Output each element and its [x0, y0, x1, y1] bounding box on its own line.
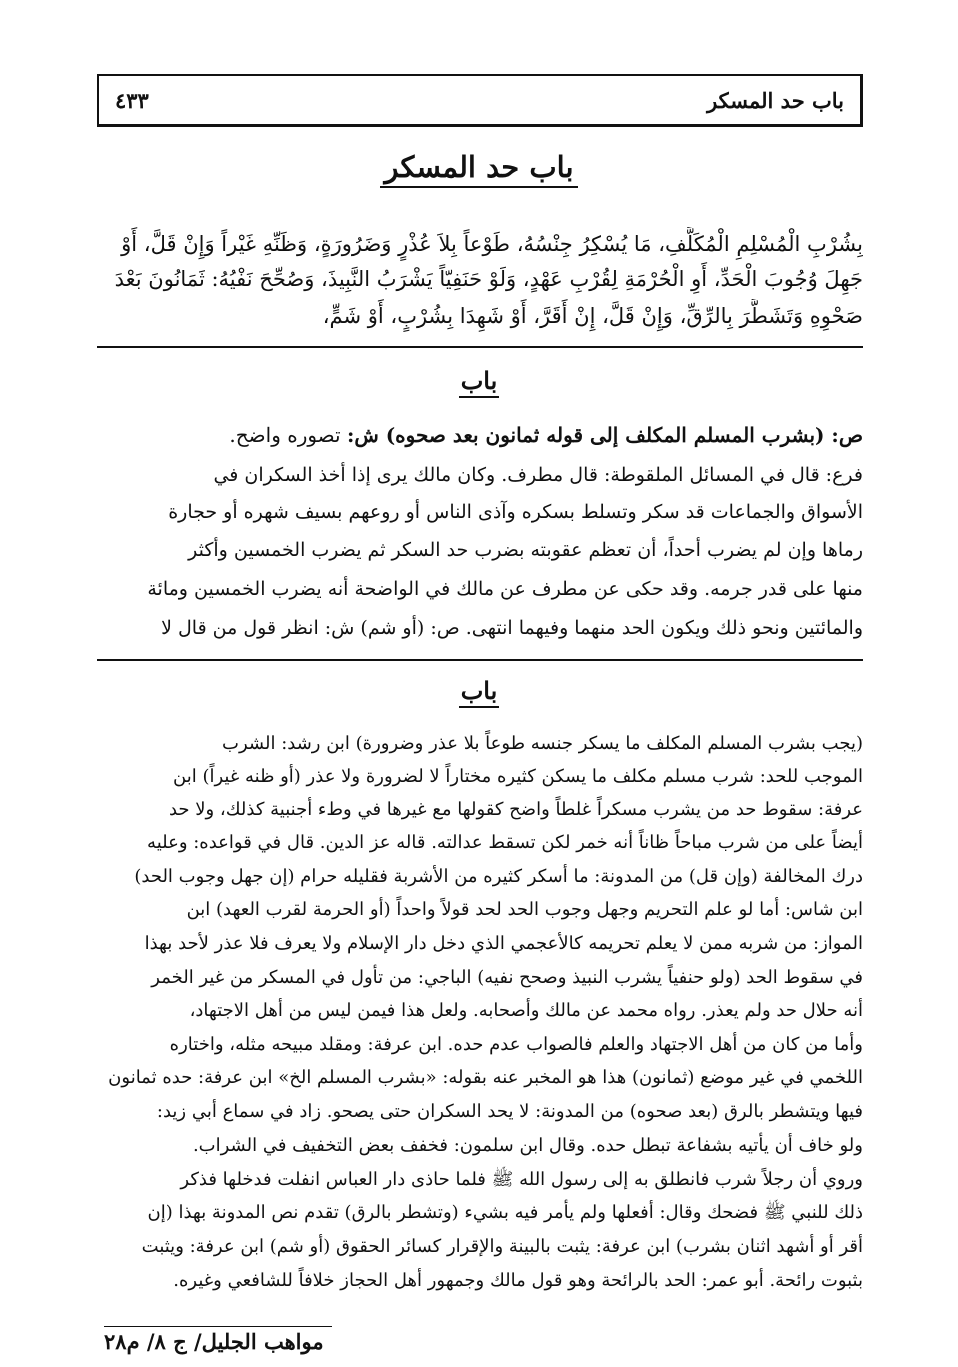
commentary-line: المواز: من شربه ممن لا يعلم تحريمه كالأعجمي الذي دخل دار الإسلام ولا يعرف فلا عذر لأحد بهذا [144, 933, 863, 954]
commentary-line: الموجب للحد: شرب مسلم مكلف ما يسكن كثيره مختاراً لا لضرورة ولا عذر (أو ظنه غيراً) ابن [173, 766, 863, 787]
chapter-title-text: باب حد المسكر [380, 150, 577, 188]
commentary-line-text: الأسواق والجماعات قد سكر وتسلط بسكره وآذى الناس أو روعهم بسيف شهره أو حجارة [168, 501, 863, 523]
chapter-title [0, 150, 958, 184]
running-header-title: باب حد المسكر [707, 88, 844, 113]
commentary-line [97, 420, 863, 450]
commentary-line-text: تصوره واضح. [229, 423, 347, 447]
commentary-line: (يجب بشرب المسلم المكلف ما يسكر جنسه طوعاً بلا عذر وضرورة) ابن رشد: الشرب [222, 733, 863, 754]
commentary-line-text: منها على قدر جرمه. وقد حكى عن مطرف عن مالك في الواضحة أنه يضرب الخمسين ومائة [147, 578, 863, 600]
page-number: ٤٣٣ [115, 88, 149, 113]
commentary-line [97, 460, 863, 490]
commentary-line-bold: ص: (بشرب المسلم المكلف إلى قوله ثمانون بعد صحوه) ش: [346, 423, 863, 447]
section-title [0, 676, 958, 705]
commentary-line: درك المخالفة (وإن قل) من المدونة: ما أسكر كثيره من الأشربة فقليله حرام (إن جهل وجوب الحد) [134, 866, 863, 887]
section-divider [97, 659, 863, 661]
commentary-line: أنه حلال حد ولم يعذر. رواه محمد عن مالك وأصحابه. ولعل هذا فيمن ليس من أهل الاجتهاد، [189, 1000, 863, 1021]
commentary-line: بثبوت رائحة. أبو عمر: الحد بالرائحة وهو قول مالك وجمهور أهل الحجاز خلافاً للشافعي وغيره. [173, 1270, 863, 1291]
commentary-line: عرفة: سقوط حد من يشرب مسكراً غلطاً واضح كقولها مع غيرها في وطء أجنبية كذلك، ولا حد [168, 799, 863, 820]
commentary-line-text: رماها وإن لم يضرب أحداً، أن تعظم عقوبته بضرب حد السكر ثم يضرب الخمسين وأكثر [188, 539, 863, 561]
commentary-line: في سقوط الحد (ولو حنفياً يشرب النبيذ وصحح نفيه) الباجي: من تأول في المسكر من غير الخمر [151, 967, 863, 988]
commentary-line [97, 574, 863, 604]
matn-line: صَحْوِهِ وَتَشَطَّرَ بِالرِّقِّ، وَإِنْ قَلَّ، إِنْ أَقَرَّ، أَوْ شَهِدَا بِشُرْبٍ، أَوْ شَمٍّ، [322, 304, 863, 328]
section-title-text: باب [459, 366, 500, 398]
commentary-line: ولو خاف أن يأتيه بشفاعة تبطل حده. وقال ابن سلمون: فخفف بعض التخفيف في الشراب. [192, 1135, 863, 1156]
commentary-line: وأما من كان من أهل الاجتهاد والعلم فالصواب عدم حده. ابن عرفة: ومقلد مبيحه مثله، واختاره [169, 1034, 863, 1055]
matn-line: جَهِلَ وُجُوبَ الْحَدِّ، أَوِ الْحُرْمَةِ لِقُرْبِ عَهْدٍ، وَلَوْ حَنَفِيّاً يَشْرَبُ النَّبِيذَ، وَصُحِّحَ نَفْيُهُ: ثَمَانُونَ بَعْدَ [114, 267, 863, 291]
commentary-line [97, 497, 863, 527]
commentary-line: اللخمي في غير موضع (ثمانون) هذا هو المخبر عنه بقوله: «بشرب المسلم الخ» ابن عرفة: حده ثمانون [108, 1067, 863, 1088]
commentary-line: وروي أن رجلاً شرب فانطلق به إلى رسول الله ﷺ فلما حاذى دار العباس انفلت فدخلها فذكر [180, 1169, 863, 1190]
commentary-line [97, 613, 863, 643]
commentary-line-text: فرع: قال في المسائل الملقوطة: قال مطرف. وكان مالك يرى إذا أخذ السكران في [213, 464, 863, 486]
running-header [97, 74, 863, 127]
footer-rule [104, 1326, 332, 1327]
footer-signature: مواهب الجليل/ ج ٨/ م٢٨ [104, 1329, 324, 1354]
commentary-line [97, 535, 863, 565]
commentary-line: ذلك للنبي ﷺ فضحك وقال: أفعلها ولم يأمر فيه بشيء (وتشطر بالرق) تقدم نص المدونة بهذا (إن [147, 1202, 863, 1223]
commentary-line: أيضاً على من شرب مباحاً ظاناً أنه خمر لكن تسقط عدالته. قاله عز الدين. قال في قواعده: وعليه [147, 832, 863, 853]
matn-line: بِشُرْبِ الْمُسْلِمِ الْمُكَلَّفِ، مَا يُسْكِرُ جِنْسُهُ، طَوْعاً بِلاَ عُذْرٍ وَضَرُورَةٍ، وَظَنِّهِ غَيْراً وَإِنْ قَلَّ، أَوْ [121, 232, 863, 256]
commentary-line: ابن شاس: أما لو علم التحريم وجهل وجوب الحد لحد قولاً واحداً (أو الحرمة لقرب العهد) ابن [186, 899, 863, 920]
section-divider [97, 346, 863, 348]
section-title [0, 366, 958, 395]
section-title-text: باب [459, 676, 500, 708]
commentary-line: فيها ويتشطر بالرق (بعد صحوه) من المدونة: لا يحد السكران حتى يصحو. زاد في سماع أبي زيد: [156, 1101, 863, 1122]
commentary-line: أقر أو أشهد اثنان بشرب) ابن عرفة: يثبت بالبينة والإقرار كسائر الحقوق (أو شم) ابن عرفة: ويثبت [141, 1236, 863, 1257]
commentary-line-text: والمائتين ونحو ذلك ويكون الحد منهما وفيهما انتهى. ص: (أو شم) ش: انظر قول من قال لا [161, 617, 863, 639]
